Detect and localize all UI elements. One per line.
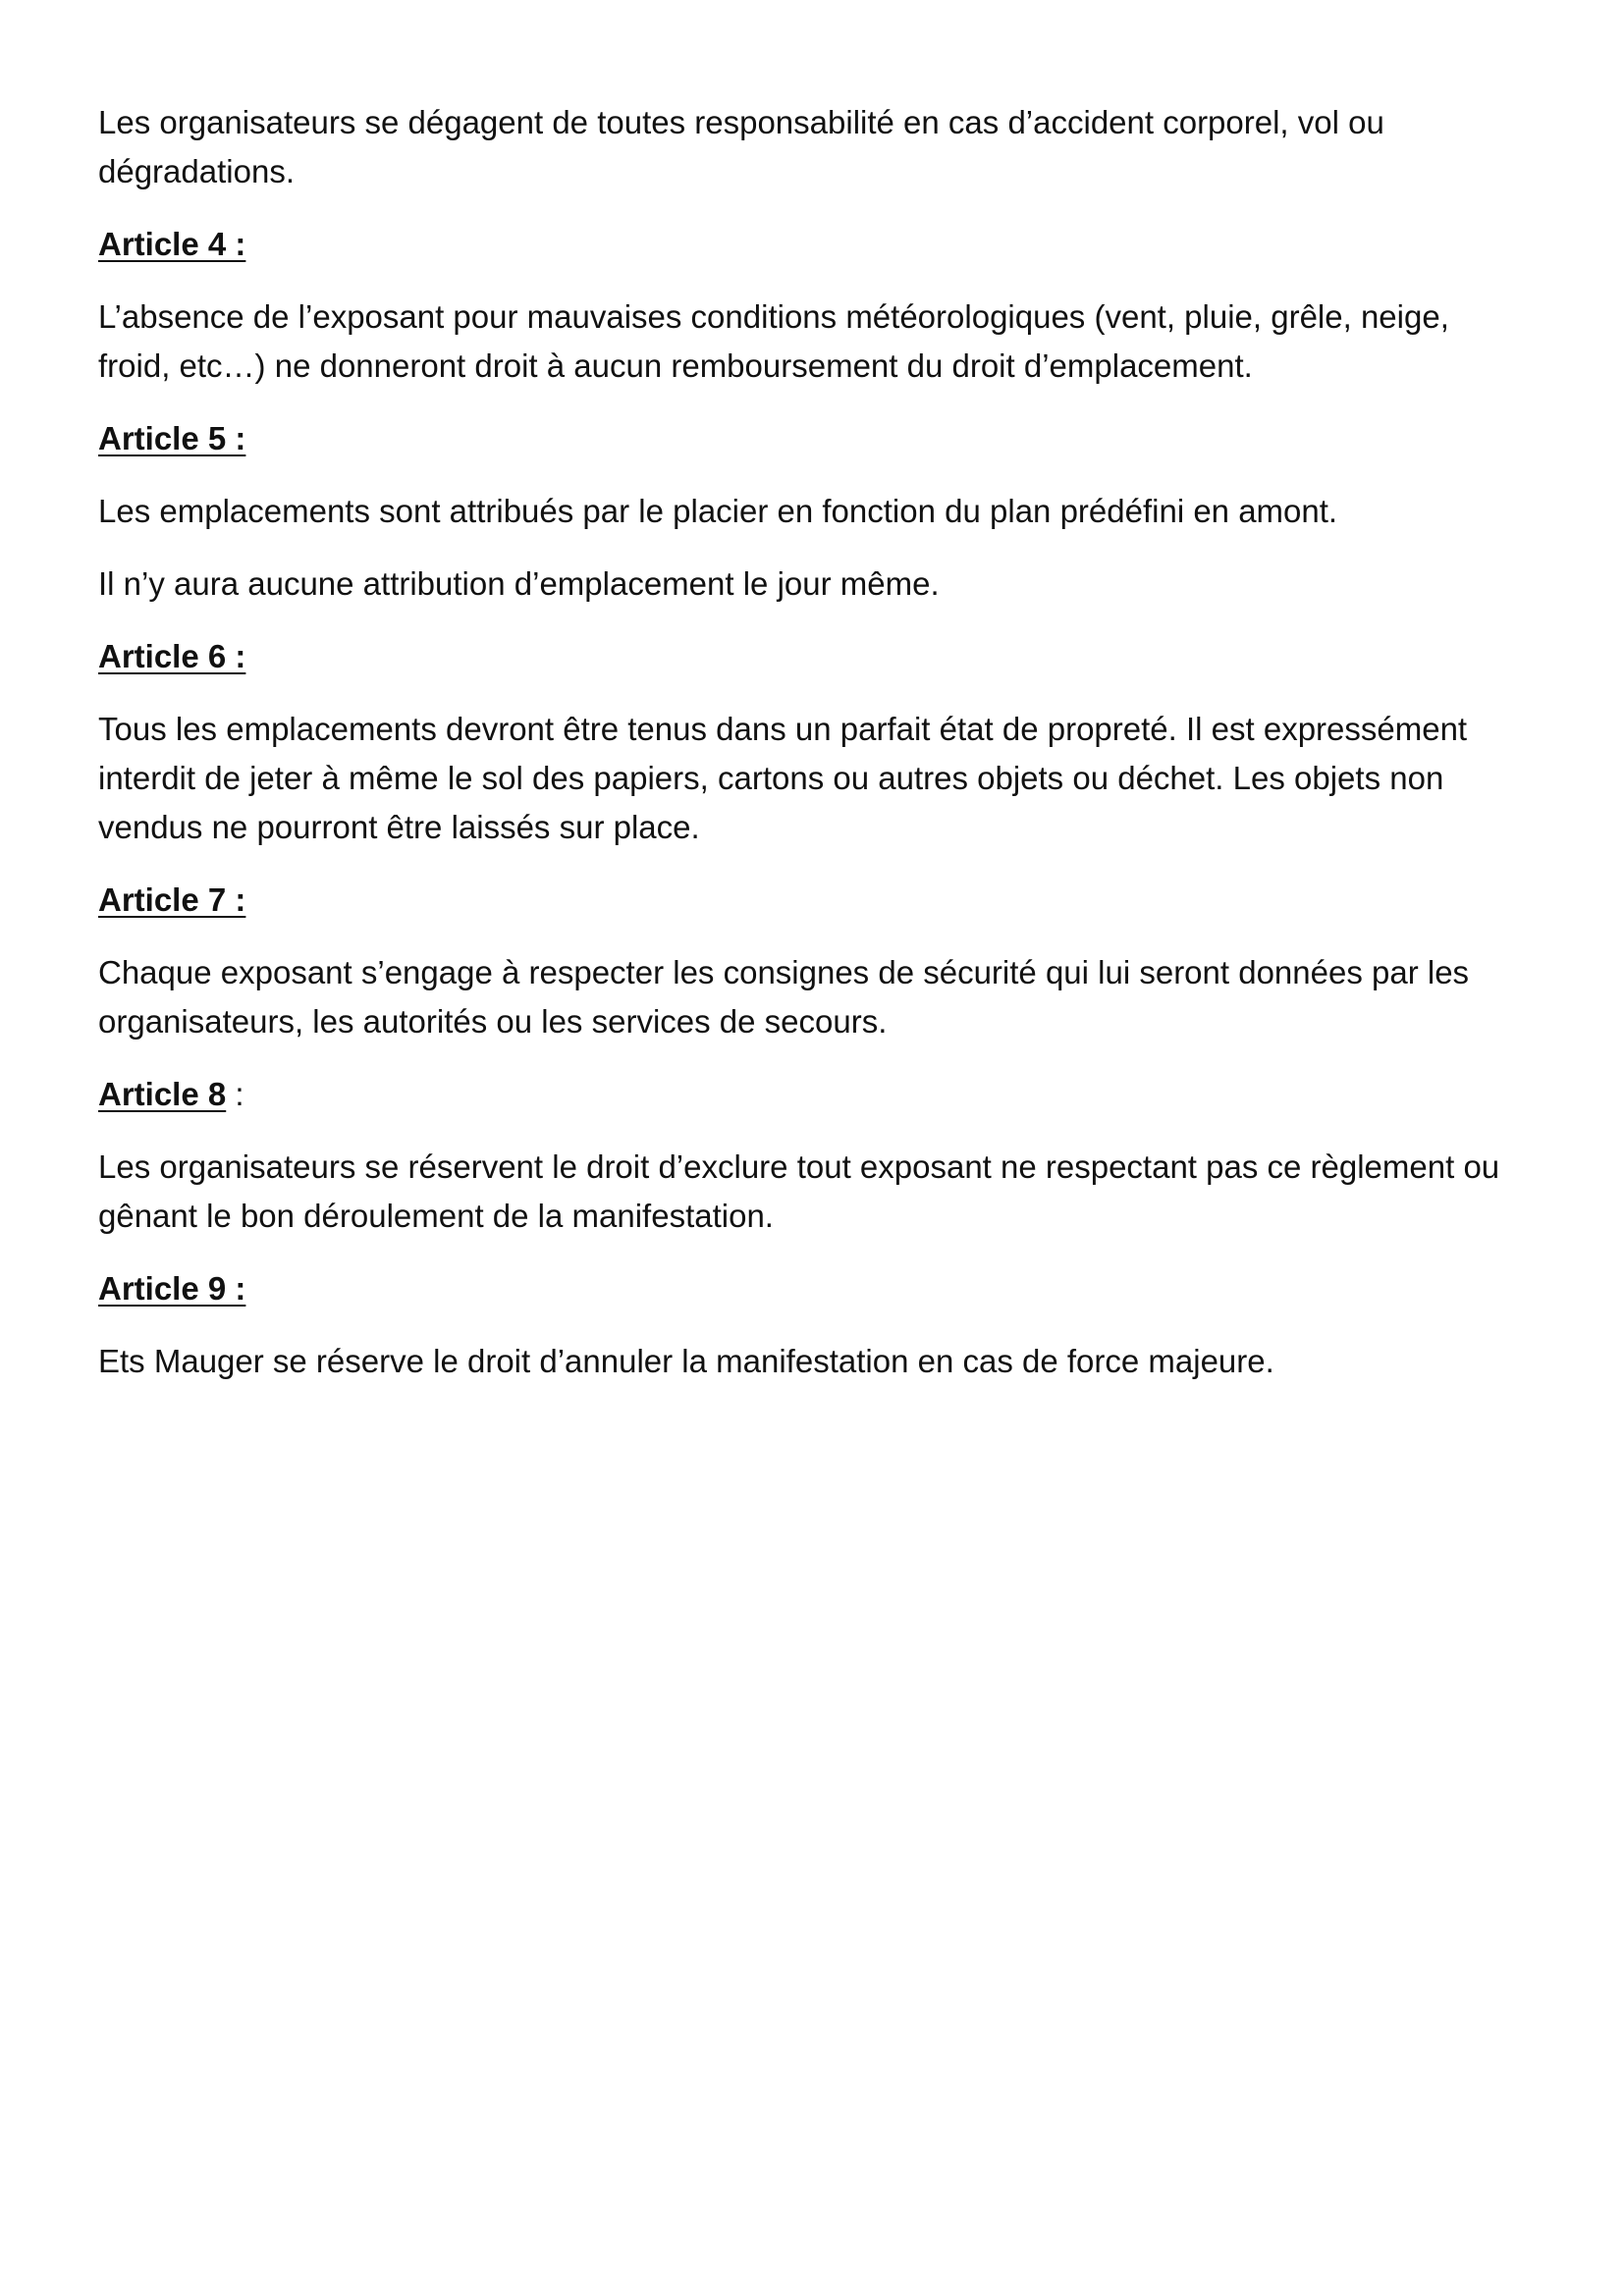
article-8-heading	[98, 1070, 1526, 1119]
article-8-paragraph-1: Les organisateurs se réservent le droit d’exclure tout exposant ne respectant pas ce règlement ou gênant le bon déroulement de la manifestation.	[98, 1148, 1500, 1234]
article-9-paragraph-1: Ets Mauger se réserve le droit d’annuler la manifestation en cas de force majeure.	[98, 1343, 1274, 1379]
article-8-title-suffix: :	[226, 1076, 244, 1112]
article-6-heading	[98, 632, 1526, 681]
article-9-body	[98, 1337, 1526, 1386]
article-5-title: Article 5 :	[98, 420, 246, 456]
article-5-paragraph-1: Les emplacements sont attribués par le placier en fonction du plan prédéfini en amont.	[98, 493, 1338, 529]
article-5-heading	[98, 414, 1526, 463]
intro-paragraph: Les organisateurs se dégagent de toutes responsabilité en cas d’accident corporel, vol ou dégradations.	[98, 104, 1384, 189]
article-7-title: Article 7 :	[98, 881, 246, 918]
article-5-paragraph-2: Il n’y aura aucune attribution d’emplacement le jour même.	[98, 565, 940, 602]
article-6-body	[98, 705, 1526, 852]
article-4-title: Article 4 :	[98, 226, 246, 262]
article-8-body	[98, 1143, 1526, 1241]
intro-block	[98, 98, 1526, 196]
article-6-title: Article 6 :	[98, 638, 246, 674]
article-7-paragraph-1: Chaque exposant s’engage à respecter les consignes de sécurité qui lui seront données par les organisateurs, les autorités ou les services de secours.	[98, 954, 1470, 1040]
article-6-paragraph-1: Tous les emplacements devront être tenus dans un parfait état de propreté. Il est expressément interdit de jeter à même le sol des papiers, cartons ou autres objets ou déchet. Les objets non vendus ne pourront être laissés sur place.	[98, 711, 1468, 845]
article-9-title: Article 9 :	[98, 1270, 246, 1307]
article-5-body-1	[98, 487, 1526, 536]
article-8-title: Article 8	[98, 1076, 227, 1112]
article-5-body-2	[98, 560, 1526, 609]
article-4-body	[98, 293, 1526, 391]
article-7-heading	[98, 876, 1526, 925]
article-7-body	[98, 948, 1526, 1046]
article-9-heading	[98, 1264, 1526, 1313]
article-4-heading	[98, 220, 1526, 269]
article-4-paragraph-1: L’absence de l’exposant pour mauvaises conditions météorologiques (vent, pluie, grêle, neige, froid, etc…) ne donneront droit à aucun remboursement du droit d’emplacement.	[98, 298, 1449, 384]
